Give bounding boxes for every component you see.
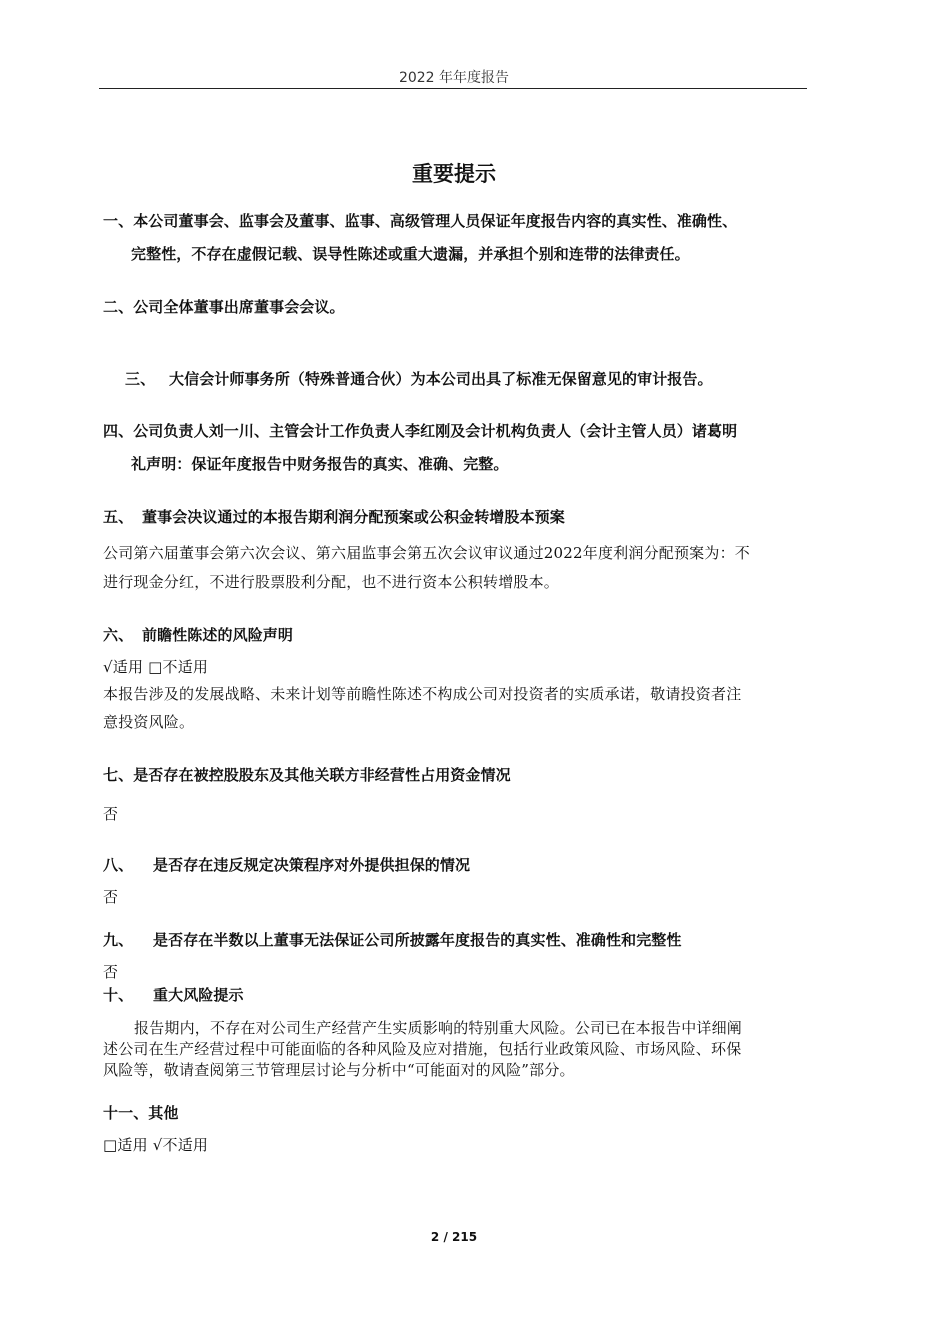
section-11-heading: 十一、其他 (103, 1104, 179, 1122)
running-header: 2022 年年度报告 (398, 70, 510, 86)
page-title: 重要提示 (412, 162, 496, 186)
section-9-number: 九、 (103, 931, 134, 949)
section-7-answer: 否 (103, 805, 119, 823)
section-10-line-3: 风险等，敬请查阅第三节管理层讨论与分析中“可能面对的风险”部分。 (103, 1061, 575, 1079)
section-5-line-1: 公司第六届董事会第六次会议、第六届监事会第五次会议审议通过2022年度利润分配预案为：不 (103, 544, 750, 562)
section-10-line-1: 报告期内，不存在对公司生产经营产生实质影响的特别重大风险。公司已在本报告中详细阐 (134, 1019, 743, 1037)
section-10-heading: 重大风险提示 (153, 986, 244, 1004)
section-2: 二、公司全体董事出席董事会会议。 (103, 298, 345, 316)
section-5-heading: 董事会决议通过的本报告期利润分配预案或公积金转增股本预案 (142, 508, 565, 526)
section-3-text: 大信会计师事务所（特殊普通合伙）为本公司出具了标准无保留意见的审计报告。 (169, 370, 713, 388)
section-8-heading: 是否存在违反规定决策程序对外提供担保的情况 (153, 856, 471, 874)
section-9-heading: 是否存在半数以上董事无法保证公司所披露年度报告的真实性、准确性和完整性 (153, 931, 682, 949)
section-10-number: 十、 (103, 986, 134, 1004)
page-number: 2 / 215 (430, 1230, 478, 1244)
section-8-answer: 否 (103, 888, 119, 906)
section-9-answer: 否 (103, 963, 119, 981)
section-1-line-1: 一、本公司董事会、监事会及董事、监事、高级管理人员保证年度报告内容的真实性、准确性、 (103, 212, 738, 230)
section-11-applicability: □适用 √不适用 (103, 1136, 209, 1154)
section-4-line-1: 四、公司负责人刘一川、主管会计工作负责人李红刚及会计机构负责人（会计主管人员）诸葛明 (103, 422, 738, 440)
section-1-line-2: 完整性，不存在虚假记载、误导性陈述或重大遗漏，并承担个别和连带的法律责任。 (131, 245, 690, 263)
section-5-number: 五、 (103, 508, 134, 526)
section-6-line-1: 本报告涉及的发展战略、未来计划等前瞻性陈述不构成公司对投资者的实质承诺，敬请投资者注 (103, 685, 742, 703)
section-8-number: 八、 (103, 856, 134, 874)
section-10-line-2: 述公司在生产经营过程中可能面临的各种风险及应对措施，包括行业政策风险、市场风险、环保 (103, 1040, 742, 1058)
section-6-line-2: 意投资风险。 (103, 713, 195, 731)
section-4-line-2: 礼声明：保证年度报告中财务报告的真实、准确、完整。 (131, 455, 509, 473)
section-6-heading: 前瞻性陈述的风险声明 (142, 626, 294, 644)
header-rule (99, 88, 807, 89)
section-6-applicability: √适用 □不适用 (103, 658, 209, 676)
section-7-heading: 七、是否存在被控股股东及其他关联方非经营性占用资金情况 (103, 766, 511, 784)
section-5-line-2: 进行现金分红，不进行股票股利分配，也不进行资本公积转增股本。 (103, 573, 560, 591)
section-6-number: 六、 (103, 626, 134, 644)
section-3-number: 三、 (125, 370, 156, 388)
